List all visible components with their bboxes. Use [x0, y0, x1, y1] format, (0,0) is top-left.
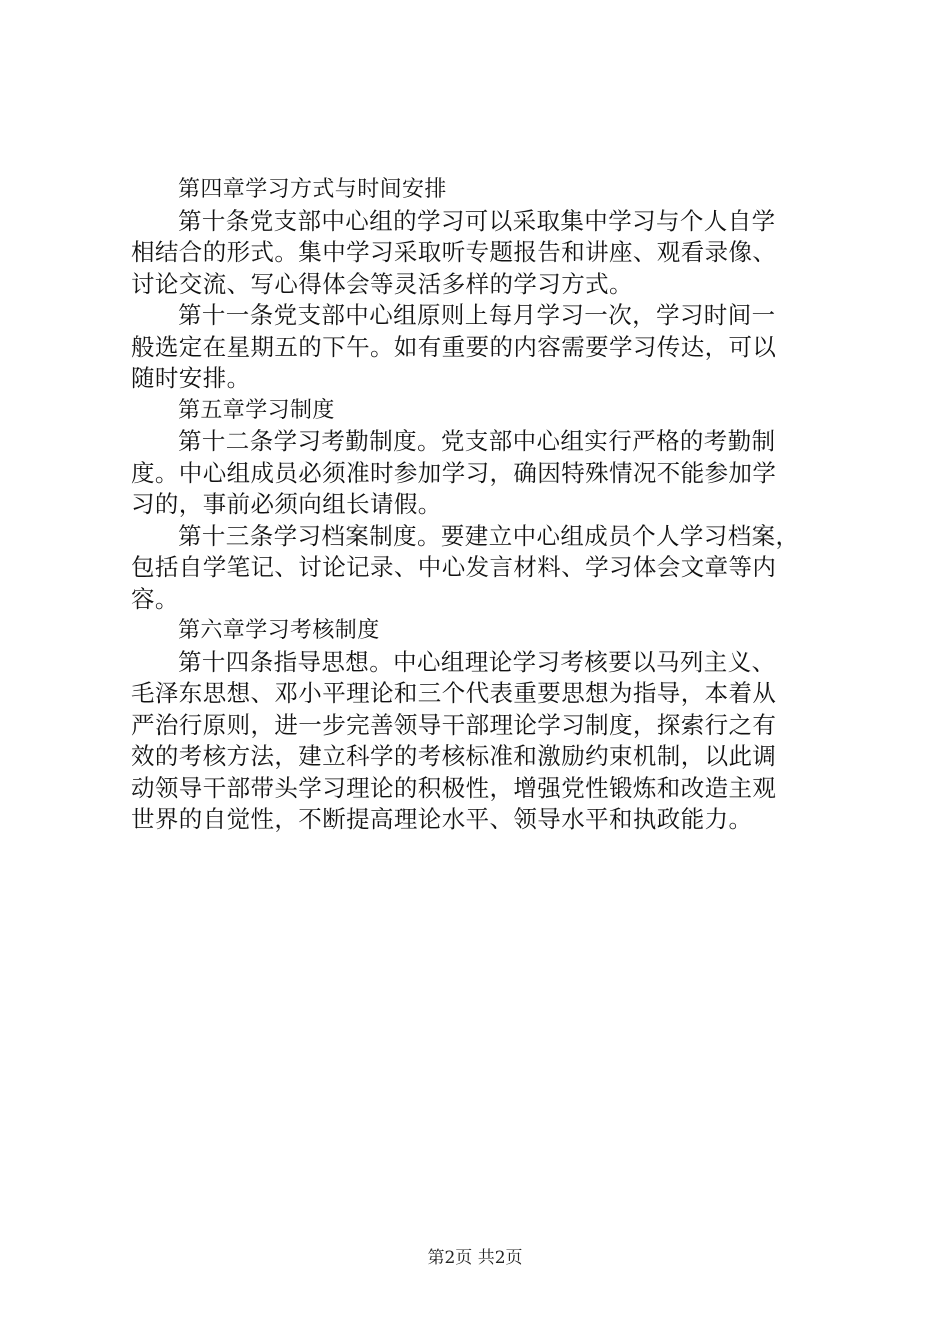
chapter-heading: 第六章学习考核制度 [178, 618, 380, 643]
page-footer: 第2页 共2页 [427, 1248, 523, 1268]
paragraph-line: 效的考核方法，建立科学的考核标准和激励约束机制，以此调 [131, 742, 777, 770]
paragraph-line: 般选定在星期五的下午。如有重要的内容需要学习传达，可以 [131, 332, 777, 361]
paragraph-line: 动领导干部带头学习理论的积极性，增强党性锻炼和改造主观 [131, 773, 777, 802]
document-body [131, 174, 831, 836]
paragraph-line: 讨论交流、写心得体会等灵活多样的学习方式。 [131, 269, 633, 298]
paragraph-line: 第十条党支部中心组的学习可以采取集中学习与个人自学 [178, 206, 776, 235]
paragraph-line: 包括自学笔记、讨论记录、中心发言材料、学习体会文章等内 [131, 553, 777, 581]
paragraph-line: 世界的自觉性，不断提高理论水平、领导水平和执政能力。 [131, 805, 753, 833]
paragraph-line: 第十四条指导思想。中心组理论学习考核要以马列主义、 [178, 647, 776, 676]
paragraph-line: 度。中心组成员必须准时参加学习，确因特殊情况不能参加学 [131, 458, 777, 487]
paragraph-line: 第十一条党支部中心组原则上每月学习一次，学习时间一 [178, 301, 776, 329]
paragraph-line: 容。 [131, 584, 179, 613]
paragraph-line: 第十二条学习考勤制度。党支部中心组实行严格的考勤制 [178, 427, 776, 455]
paragraph-line: 习的，事前必须向组长请假。 [131, 490, 442, 518]
paragraph-line: 随时安排。 [131, 364, 251, 392]
paragraph-line: 相结合的形式。集中学习采取听专题报告和讲座、观看录像、 [131, 238, 777, 266]
chapter-heading: 第四章学习方式与时间安排 [178, 177, 447, 202]
paragraph-line: 严治行原则，进一步完善领导干部理论学习制度，探索行之有 [131, 710, 777, 739]
chapter-heading: 第五章学习制度 [178, 397, 335, 423]
paragraph-line: 第十三条学习档案制度。要建立中心组成员个人学习档案， [178, 521, 800, 550]
paragraph-line: 毛泽东思想、邓小平理论和三个代表重要思想为指导，本着从 [131, 679, 777, 707]
